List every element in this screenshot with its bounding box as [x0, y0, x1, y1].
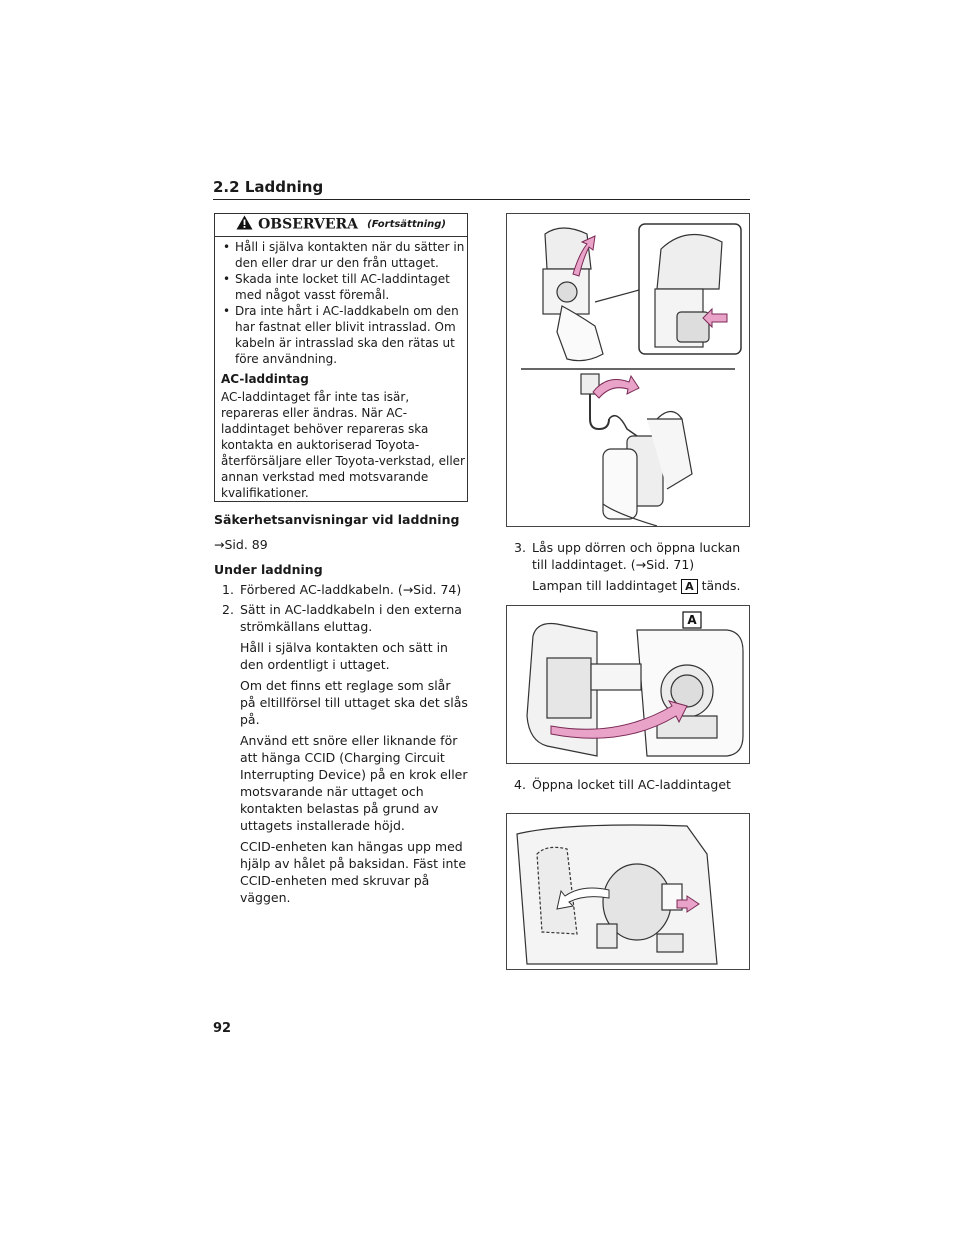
- caution-box: [214, 213, 468, 502]
- step-1: 1. Förbered AC-laddkabeln. (→Sid. 74): [222, 582, 462, 597]
- caution-body: [221, 239, 465, 501]
- left-column: [214, 511, 470, 906]
- step-2-note: Håll i själva kontakten och sätt in den ordentligt i uttaget.: [240, 640, 448, 672]
- figure-inlet-lid: [506, 813, 750, 970]
- warning-icon: [236, 215, 253, 234]
- step-2-note: Använd ett snöre eller liknande för att hänga CCID (Charging Circuit Interrupting Device) på en krok eller motsvarande när uttaget och kontakten belastas på grund av uttagets installerade höjd.: [240, 733, 468, 833]
- caution-subheading: AC-laddintag: [221, 372, 309, 386]
- safety-reference[interactable]: →Sid. 89: [214, 537, 268, 552]
- section-number: 2.2: [213, 178, 240, 196]
- step-2-note: CCID-enheten kan hängas upp med hjälp av hålet på baksidan. Fäst inte CCID-enheten med skruvar på väggen.: [240, 839, 467, 905]
- figure-charging-cable: [506, 213, 750, 527]
- step-2: 2. Sätt in AC-laddkabeln i den externa strömkällans eluttag.: [222, 602, 462, 634]
- caution-paragraph: AC-laddintaget får inte tas isär, repareras eller ändras. När AC-laddintaget behöver repareras ska kontakta en auktoriserad Toyota-återförsäljare eller Toyota-verkstad, eller annan verkstad med motsvarande kvalifikationer.: [221, 390, 465, 500]
- inlet-lid-illustration: [507, 814, 750, 970]
- step-2-note: Om det finns ett reglage som slår på eltillförsel till uttaget ska det slås på.: [240, 678, 468, 727]
- caution-bullet: • Håll i själva kontakten när du sätter in den eller drar ur den från uttaget.: [223, 240, 465, 270]
- section-name: Laddning: [244, 178, 324, 196]
- during-heading: Under laddning: [214, 562, 323, 577]
- caution-bullet: • Dra inte hårt i AC-laddkabeln om den har fastnat eller blivit intrasslad. Om kabeln är intrasslad ska den rätas ut före användning.: [223, 304, 459, 366]
- section-rule: [213, 199, 750, 200]
- page-number: 92: [213, 1021, 232, 1036]
- label-a: A: [681, 579, 698, 594]
- step-4: 4. Öppna locket till AC-laddintaget: [514, 777, 731, 792]
- charge-door-illustration: [507, 606, 750, 764]
- safety-heading: Säkerhetsanvisningar vid laddning: [214, 512, 460, 527]
- step-4-block: [506, 776, 756, 793]
- caution-continued: (Fortsättning): [367, 219, 447, 230]
- figure-charge-door: [506, 605, 750, 764]
- section-title: [213, 178, 323, 196]
- step-3-block: [506, 539, 756, 594]
- step-3: 3. Lås upp dörren och öppna luckan till laddintaget. (→Sid. 71): [514, 540, 741, 572]
- charging-cable-illustration: [507, 214, 750, 527]
- caution-bullet: • Skada inte locket till AC-laddintaget med något vasst föremål.: [223, 272, 450, 302]
- caution-header: [215, 214, 467, 237]
- caution-title: OBSERVERA: [258, 216, 359, 233]
- step-3-note: Lampan till laddintaget A tänds.: [532, 578, 741, 593]
- figure-label-a: A: [687, 613, 697, 627]
